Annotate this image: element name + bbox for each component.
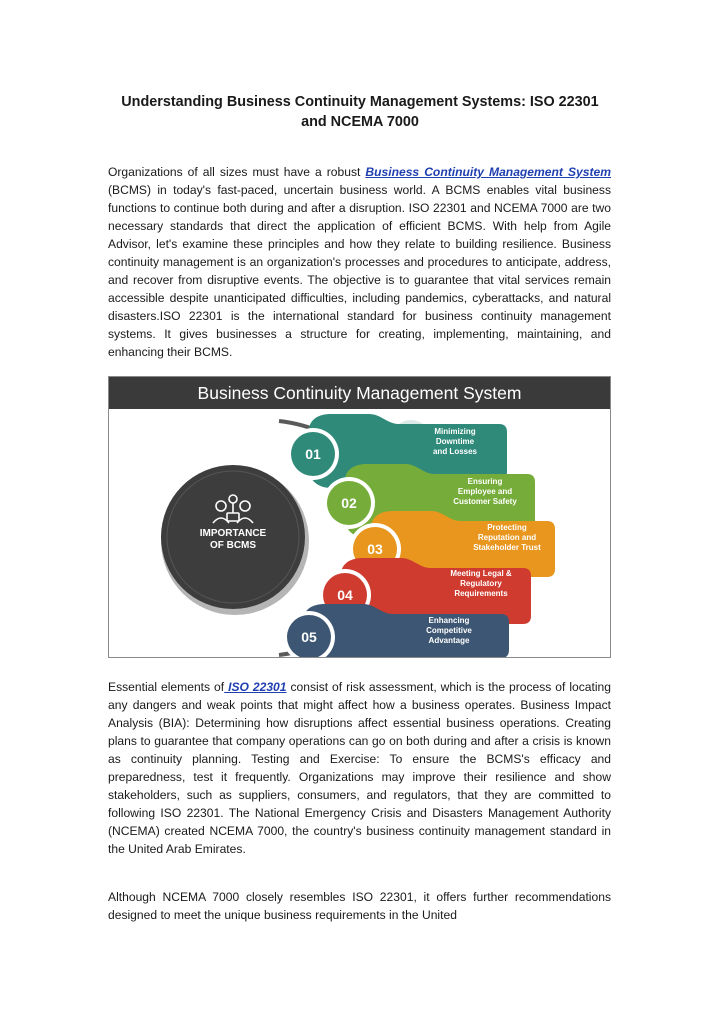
bcms-link[interactable]: Business Continuity Management System <box>365 165 611 179</box>
intro-paragraph <box>108 163 611 361</box>
intro-text-start: Organizations of all sizes must have a robust <box>108 165 366 179</box>
title-line-1: Understanding Business Continuity Management Systems: ISO 22301 <box>121 94 599 110</box>
iso-elements-paragraph <box>108 678 611 858</box>
item-04-number: 04 <box>337 587 353 603</box>
infographic-title: Business Continuity Management System <box>197 383 522 403</box>
item-01-label: Minimizing Downtime and Losses <box>432 427 477 456</box>
iso-text-rest: consist of risk assessment, which is the process of locating any dangers and weak points that might affect how a business operates. Business Impact Analysis (BIA): Determining how disruptions affect essential business operations. Creating plans to guarantee that company operations can go on both during and after a crisis is known as continuity planning. Testing and Exercise: To ensure the BCMS's efficacy and preparedness, test it frequently. Organizations may improve their resilience and show stakeholders, such as suppliers, consumers, and regulators, that they are committed to following ISO 22301. The National Emergency Crisis and Disasters Management Authority (NCEMA) created NCEMA 7000, the country's business continuity management standard in the United Arab Emirates. <box>108 680 612 856</box>
intro-text-rest: (BCMS) in today's fast-paced, uncertain business world. A BCMS enables vital business functions to continue both during and after a disruption. ISO 22301 and NCEMA 7000 are two necessary standards that direct the application of efficient BCMS. With help from Agile Advisor, let's examine these principles and how they relate to building resilience. Business continuity management is an organization's processes and procedures to anticipate, address, and recover from disruptive events. The objective is to guarantee that vital services remain accessible despite unanticipated difficulties, including pandemics, cyberattacks, and natural disasters.ISO 22301 is the international standard for business continuity management systems. It gives businesses a structure for creating, implementing, maintaining, and enhancing their BCMS. <box>108 183 611 359</box>
item-05-label: Enhancing Competitive Advantage <box>426 616 472 645</box>
item-02-number: 02 <box>341 495 357 511</box>
title-line-2: and NCEMA 7000 <box>301 114 419 130</box>
document-title <box>100 92 620 132</box>
item-02-label: Ensuring Employee and Customer Safety <box>453 477 517 506</box>
bcms-infographic <box>108 376 611 658</box>
infographic-header <box>109 377 610 409</box>
ncema-paragraph: Although NCEMA 7000 closely resembles ISO 22301, it offers further recommendations designed to meet the unique business requirements in the United <box>108 890 611 922</box>
item-04-label: Meeting Legal & Regulatory Requirements <box>450 569 512 598</box>
item-01-number: 01 <box>305 446 321 462</box>
hub-label: IMPORTANCE OF BCMS <box>199 528 267 551</box>
item-03-number: 03 <box>367 541 383 557</box>
item-05-number: 05 <box>301 629 317 645</box>
iso-text-start: Essential elements of <box>108 680 225 694</box>
item-03-label: Protecting Reputation and Stakeholder Trust <box>473 523 541 552</box>
iso-22301-link[interactable]: ISO 22301 <box>224 680 287 694</box>
